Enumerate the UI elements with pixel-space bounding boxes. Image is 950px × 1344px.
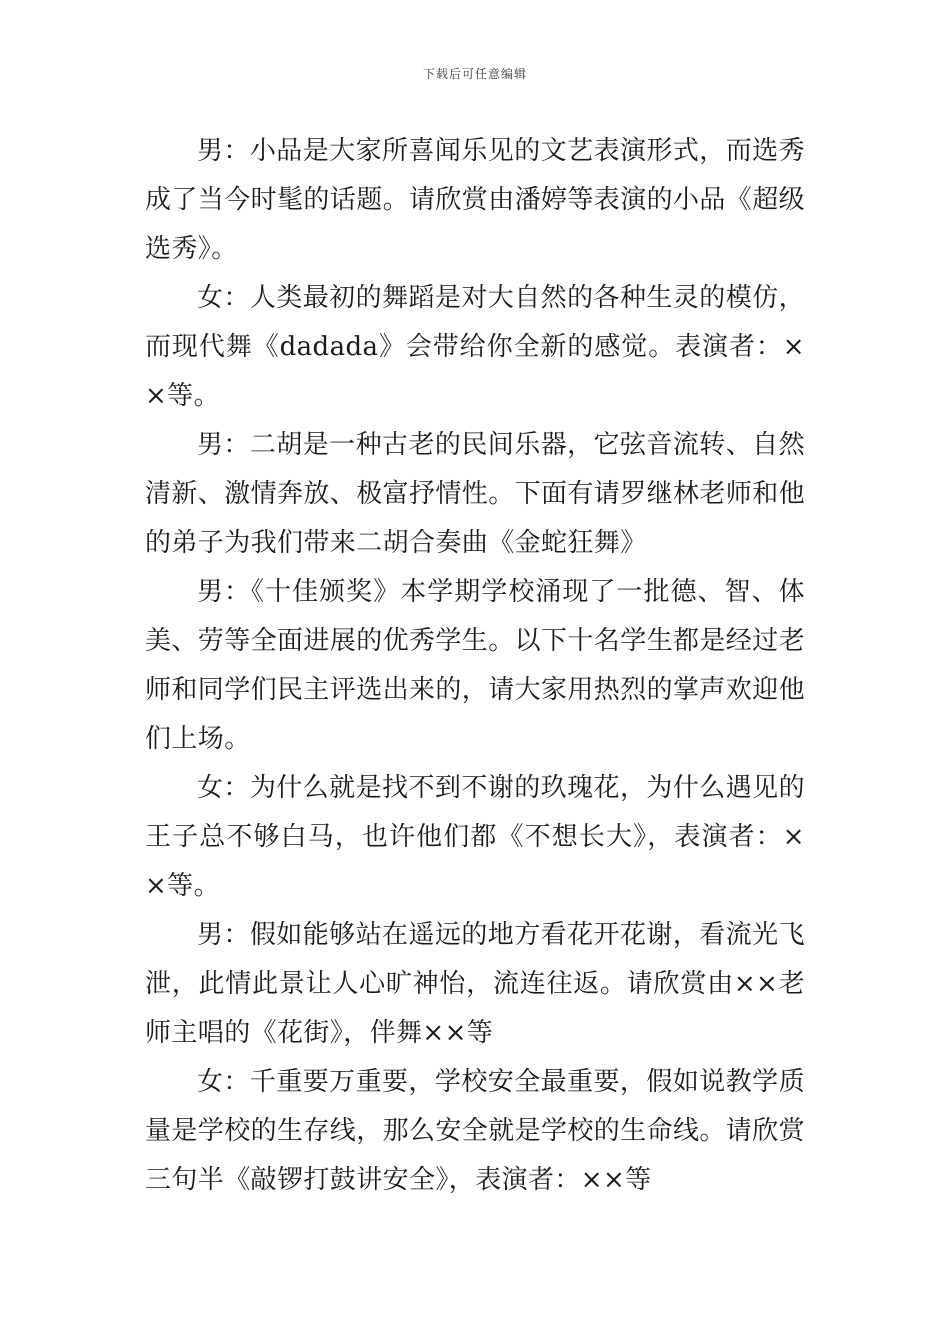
paragraph-2: 女：人类最初的舞蹈是对大自然的各种生灵的模仿，而现代舞《dadada》会带给你全新的感觉。表演者：××等。 [145,283,805,411]
paragraph-3: 男：二胡是一种古老的民间乐器，它弦音流转、自然清新、激情奔放、极富抒情性。下面有请罗继林老师和他的弟子为我们带来二胡合奏曲《金蛇狂舞》 [145,430,806,558]
paragraph-1: 男：小品是大家所喜闻乐见的文艺表演形式，而选秀成了当今时髦的话题。请欣赏由潘婷等表演的小品《超级选秀》。 [145,136,806,264]
paragraph-5: 女：为什么就是找不到不谢的玖瑰花，为什么遇见的王子总不够白马，也许他们都《不想长大》，表演者：××等。 [145,773,805,901]
paragraph-4: 男：《十佳颁奖》本学期学校涌现了一批德、智、体美、劳等全面进展的优秀学生。以下十名学生都是经过老师和同学们民主评选出来的，请大家用热烈的掌声欢迎他们上场。 [145,577,806,754]
paragraph-7: 女：千重要万重要，学校安全最重要，假如说教学质量是学校的生存线，那么安全就是学校的生命线。请欣赏三句半《敲锣打鼓讲安全》，表演者：××等 [145,1067,806,1195]
paragraph-6: 男：假如能够站在遥远的地方看花开花谢，看流光飞泄，此情此景让人心旷神怡，流连往返。请欣赏由××老师主唱的《花街》，伴舞××等 [145,920,805,1048]
document-body [145,127,805,1205]
page-header-note: 下载后可任意编辑 [422,67,527,81]
